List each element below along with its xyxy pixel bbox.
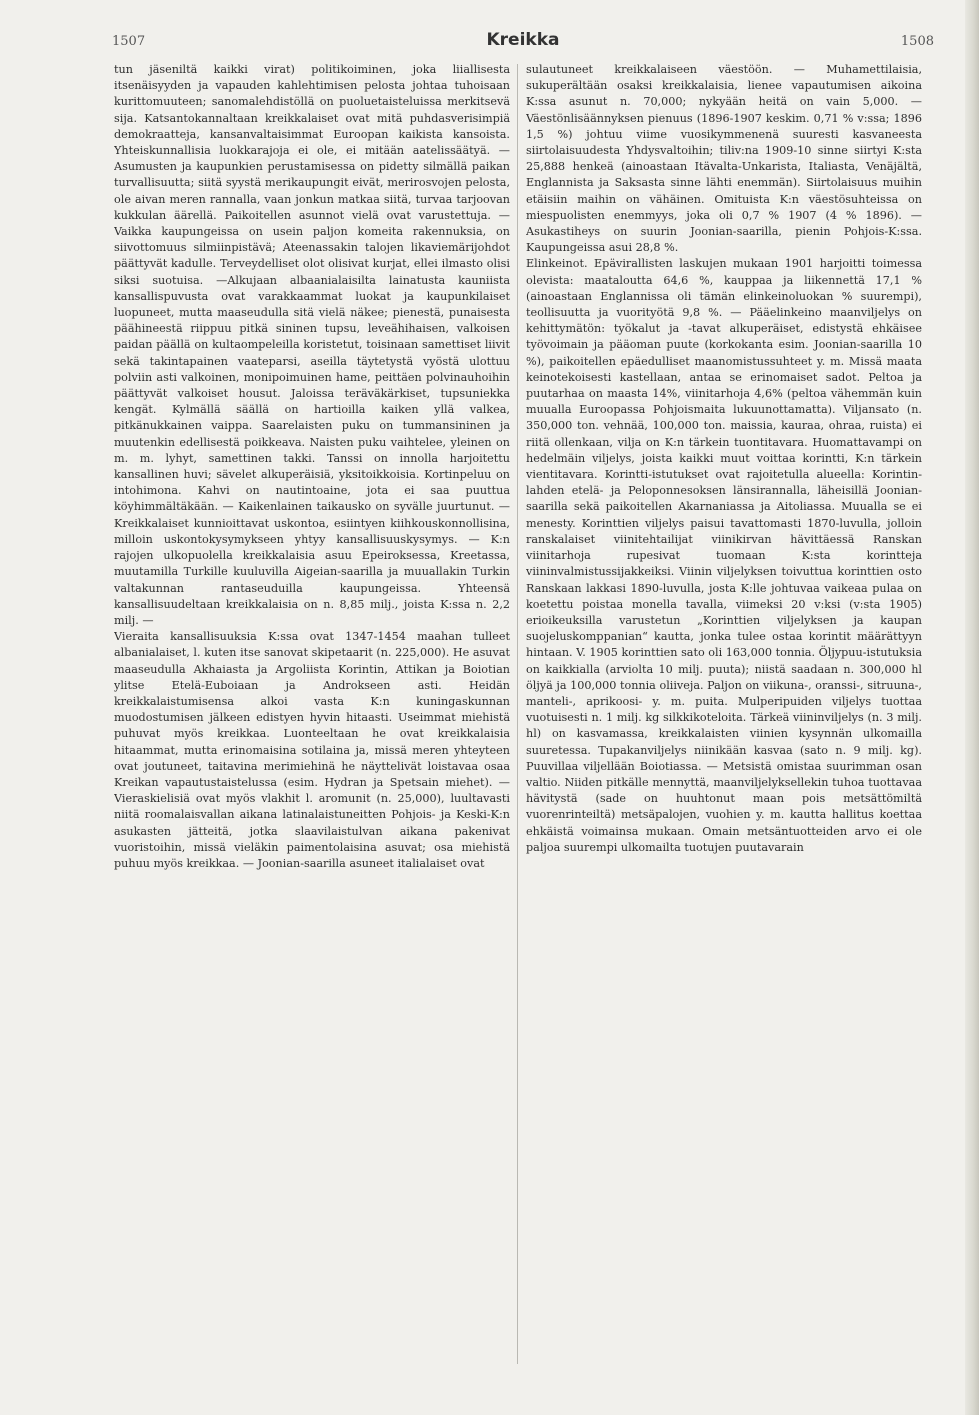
running-title: Kreikka bbox=[486, 30, 560, 50]
left-text-column bbox=[114, 62, 510, 1402]
right-paragraph-1: sulautuneet kreikkalaiseen väestöön. — Muhamettilaisia, sukuperältään osaksi kreikkalaisia, lienee vapautumisen aikoina K:ssa asunut n. 70,000; nykyään heitä on vain 5,000. — Väestönlisäännyksen pienuus (1896-1907 keskim. 0,71 % v:ssa; 1896 1,5 %) johtuu viime vuosikymmenenä suuresti kasvaneesta siirtolaisuudesta Yhdysvaltoihin; tiliv:na 1909-10 sinne siirtyi K:sta 25,888 henkeä (ainoastaan Itävalta-Unkarista, Italiasta, Venäjältä, Englannista ja Saksasta sinne lähti enemmän). Siirtolaisuus muihin etäisiin maihin on vähäinen. Omituista K:n väestösuhteissa on miespuolisten enemmyys, joka oli 0,7 % 1907 (4 % 1896). — Asukastiheys on suurin Joonian-saarilla, pienin Pohjois-K:ssa. Kaupungeissa asui 28,8 %. bbox=[526, 63, 922, 255]
left-paragraph-2: Vieraita kansallisuuksia K:ssa ovat 1347-1454 maahan tulleet albanialaiset, l. kuten itse sanovat skipetaarit (n. 225,000). He asuvat maaseudulla Akhaiasta ja Argoliista Korintin, Attikan ja Boiotian ylitse Etelä-Euboiaan ja Androkseen asti. Heidän kreikkalaistumisensa alkoi vasta K:n kuningaskunnan muodostumisen jälkeen edistyen hyvin hitaasti. Useimmat miehistä puhuvat myös kreikkaa. Luonteeltaan he ovat kreikkalaisia hitaammat, mutta erinomaisina sotilaina ja, missä meren yhteyteen ovat joutuneet, taitavina merimiehinä he näyttelivät loistavaa osaa Kreikan vapautustaistelussa (esim. Hydran ja Spetsain miehet). — Vieraskielisiä ovat myös vlakhit l. aromunit (n. 25,000), luultavasti niitä roomalaisvallan aikana latinalaistuneitten Pohjois- ja Keski-K:n asukasten jätteitä, jotka slaavilaistulvan aikana pakenivat vuoristoihin, missä vieläkin paimentolaisina asuvat; osa miehistä puhuu myös kreikkaa. — Joonian-saarilla asuneet italialaiset ovat bbox=[114, 630, 510, 870]
column-divider bbox=[517, 64, 518, 1364]
right-text-column bbox=[526, 62, 922, 1402]
page-number-right: 1508 bbox=[900, 34, 934, 49]
right-paragraph-2: Elinkeinot. Epävirallisten laskujen mukaan 1901 harjoitti toimessa olevista: maataloutta 64,6 %, kauppaa ja liikennettä 17,1 % (ainoastaan Englannissa oli tämän elinkeinoluokan % suurempi), teollisuutta ja vuorityötä 9,8 %. — Pääelinkeino maanviljelys on kehittymätön: työkalut ja -tavat alkuperäiset, edistystä ehkäisee työvoimain ja pääoman puute (korkokanta esim. Joonian-saarilla 10 %), paikoitellen epäedulliset maanomistussuhteet y. m. Missä maata keinotekoisesti kastellaan, antaa se erinomaiset sadot. Peltoa ja puutarhaa on maasta 14%, viinitarhoja 4,6% (peltoa vähemmän kuin muualla Euroopassa Pohjoismaita lukuunottamatta). Viljansato (n. 350,000 ton. vehnää, 100,000 ton. maissia, kauraa, ohraa, ruista) ei riitä ollenkaan, vilja on K:n tärkein tuontitavara. Huomattavampi on hedelmäin viljelys, joista kaikki muut voittaa korintti, K:n tärkein vientitavara. Korintti-istutukset ovat rajoitetulla alueella: Korintin-lahden etelä- ja Peloponnesoksen länsirannalla, läheisillä Joonian-saarilla sekä paikoitellen Akarnaniassa ja Aitoliassa. Muualla se ei menesty. Korinttien viljelys paisui tavattomasti 1870-luvulla, jolloin ranskalaiset viinitehtailijat viinikirvan hävittäessä Ranskan viinitarhoja rupesivat tuomaan K:sta korintteja viininvalmistussijakkeiksi. Viinin viljelyksen toivuttua korinttien osto Ranskaan lakkasi 1890-luvulla, josta K:lle johtuvaa vaikeaa pulaa on koetettu poistaa monella tavalla, viimeksi 20 v:ksi (v:sta 1905) erioikeuksilla varustetun „Korinttien viljelyksen ja kaupan suojeluskomppanian“ kautta, jonka tulee ostaa korintit määrättyyn hintaan. V. 1905 korinttien sato oli 163,000 tonnia. Öljypuu-istutuksia on kaikkialla (arviolta 10 milj. puuta); niistä saadaan n. 300,000 hl öljyä ja 100,000 tonnia oliiveja. Paljon on viikuna-, oranssi-, sitruuna-, manteli-, aprikoosi- y. m. puita. Mulperipuiden viljelys tuottaa vuotuisesti n. 1 milj. kg silkkikoteloita. Tärkeä viininviljelys (n. 3 milj. hl) on kasvamassa, kreikkalaisten viinien kysynnän ulkomailla suuretessa. Tupakanviljelys niinikään kasvaa (sato n. 9 milj. kg). Puuvillaa viljellään Boiotiassa. — Metsistä omistaa suurimman osan valtio. Niiden pitkälle mennyttä, maanviljelyksellekin tuhoa tuottavaa hävitystä (sade on huuhtonut maan pois metsättömiltä vuorenrinteiltä) metsäpalojen, vuohien y. m. kautta hallitus koettaa ehkäistä voimainsa mukaan. Omain metsäntuotteiden arvo ei ole paljoa suurempi ulkomailta tuotujen puutavarain bbox=[526, 257, 922, 854]
page-number-left: 1507 bbox=[112, 34, 146, 49]
page-header bbox=[112, 30, 934, 54]
left-paragraph-1: tun jäseniltä kaikki virat) politikoiminen, joka liiallisesta itsenäisyyden ja vapauden kahlehtimisen pelosta johtaa tuhoisaan kurittomuuteen; sanomalehdistöllä on puoluetaisteluissa merkitsevä sija. Katsantokannaltaan kreikkalaiset ovat mitä puhdasverisimpiä demokraatteja, kansanvaltaisimmat Euroopan kaikista kansoista. Yhteiskunnallisia luokkarajoja ei ole, ei mitään aatelissäätyä. — Asumusten ja kaupunkien perustamisessa on pidetty silmällä paikan turvallisuutta; siitä syystä merikaupungit eivät, merirosvojen pelosta, ole aivan meren rannalla, vaan jonkun matkaa siitä, turvaa tarjoovan kukkulan äärellä. Paikoitellen asunnot vielä ovat varustettuja. — Vaikka kaupungeissa on usein paljon komeita rakennuksia, on siivottomuus silmiinpistävä; Ateenassakin talojen likaviemärijohdot päättyvät kadulle. Terveydelliset olot olisivat kurjat, ellei ilmasto olisi siksi suotuisa. —Alkujaan albaanialaisilta lainatusta kauniista kansallispuvusta ovat varakkaammat luokat ja kaupunkilaiset luopuneet, mutta maaseudulla sitä vielä näkee; pienestä, punaisesta päähineestä riippuu pitkä sininen tupsu, leveähihaisen, valkoisen paidan päällä on kultaompeleilla koristetut, toisinaan samettiset liivit sekä takintapainen vaateparsi, aseilla täytetystä vyöstä ulottuu polviin asti valkoinen, monipoimuinen hame, peittäen polvinauhoihin päättyvät valkoiset housut. Jaloissa teräväkärkiset, tupsuniekka kengät. Kylmällä säällä on hartioilla kaiken yllä valkea, pitkänukkainen vaippa. Saarelaisten puku on tummansininen ja muutenkin edellisestä poikkeava. Naisten puku vaihtelee, yleinen on m. m. lyhyt, samettinen takki. Tanssi on innolla harjoitettu kansallinen huvi; sävelet alkuperäisiä, yksitoikkoisia. Kortinpeluu on intohimona. Kahvi on nautintoaine, jota ei saa puuttua köyhimmältäkään. — Kaikenlainen taikausko on syvälle juurtunut. — Kreikkalaiset kunnioittavat uskontoa, esiintyen kiihkouskonnollisina, milloin uskontokysymykseen yhtyy kansallisuuskysymys. — K:n rajojen ulkopuolella kreikkalaisia asuu Epeiroksessa, Kreetassa, muutamilla Turkille kuuluvilla Aigeian-saarilla ja muuallakin Turkin valtakunnan rantaseuduilla kaupungeissa. Yhteensä kansallisuudeltaan kreikkalaisia on n. 8,85 milj., joista K:ssa n. 2,2 milj. — bbox=[114, 63, 510, 627]
page-edge-shadow bbox=[965, 0, 979, 1415]
